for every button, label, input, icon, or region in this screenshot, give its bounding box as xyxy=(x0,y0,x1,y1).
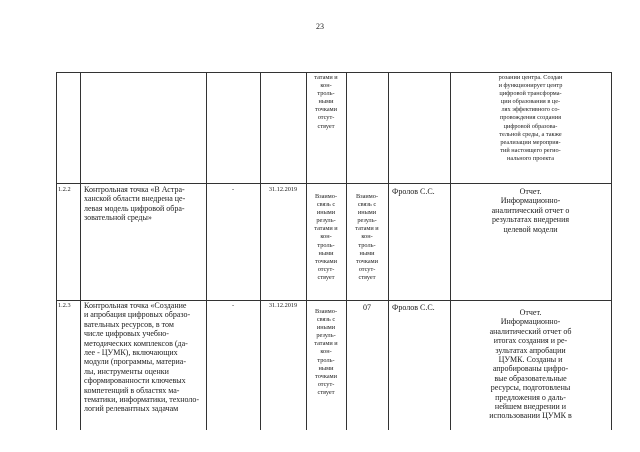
table-border-top xyxy=(56,72,612,73)
table xyxy=(56,72,612,430)
interrelation-col6: 07 xyxy=(363,303,371,312)
column-divider xyxy=(388,72,389,430)
interrelation-col6: Взаимо- связь с иными резуль- татами и кон- троль- ными точками отсут- ствует xyxy=(355,193,379,281)
responsible-person: Фролов С.С. xyxy=(392,187,435,196)
table-border-right xyxy=(611,72,612,430)
interrelation-col5: Взаимо- связь с иными резуль- татами и кон- троль- ными точками отсут- ствует xyxy=(314,308,338,396)
start-date: - xyxy=(231,302,235,309)
row-divider xyxy=(56,183,612,184)
result-description: Отчет. Информационно- аналитический отчет об итогах создания и ре- зультатах апробации ЦУМК. Созданы и апробированы цифро- вые образовательные ресурсы, подготовлены предложения о даль- нейшем внедрении и использовании ЦУМК в xyxy=(489,308,572,421)
row-description: Контрольная точка «В Астра- ханской области внедрена це- левая модель цифровой обра- зовательной среды» xyxy=(84,185,186,223)
row-description: Контрольная точка «Создание и апробация цифровых образо- вательных ресурсов, в том числе цифровых учебно- методических комплексов (да- лее - ЦУМК), включающих модули (программы, материа- лы, инструменты оценки сформированности ключевых компетенций в областях ма- тематики, информатики, техноло- логий релевантных задачам xyxy=(84,301,200,414)
column-divider xyxy=(206,72,207,430)
column-divider xyxy=(260,72,261,430)
start-date: - xyxy=(231,186,235,193)
continuation-col5: татами и кон- троль- ными точками отсут- ствует xyxy=(314,74,338,130)
result-description: Отчет. Информационно- аналитический отчет о результатах внедрения целевой модели xyxy=(491,187,570,234)
row-number: 1.2.2 xyxy=(58,186,71,193)
end-date: 31.12.2019 xyxy=(268,186,298,193)
column-divider xyxy=(80,72,81,430)
end-date: 31.12.2019 xyxy=(268,302,298,309)
table-border-left xyxy=(56,72,57,430)
interrelation-col5: Взаимо- связь с иными резуль- татами и кон- троль- ными точками отсут- ствует xyxy=(314,193,338,281)
page-number: 23 xyxy=(316,22,324,31)
row-number: 1.2.3 xyxy=(58,302,71,309)
responsible-person: Фролов С.С. xyxy=(392,303,435,312)
continuation-result: розании центра. Создан и функционирует центр цифровой трансформа- ции образования в це- лях эффективного со- провождения создания цифровой образова- тельной среды, а также реализации мероприя- тий настоящего регио- нального проекта xyxy=(498,74,563,162)
